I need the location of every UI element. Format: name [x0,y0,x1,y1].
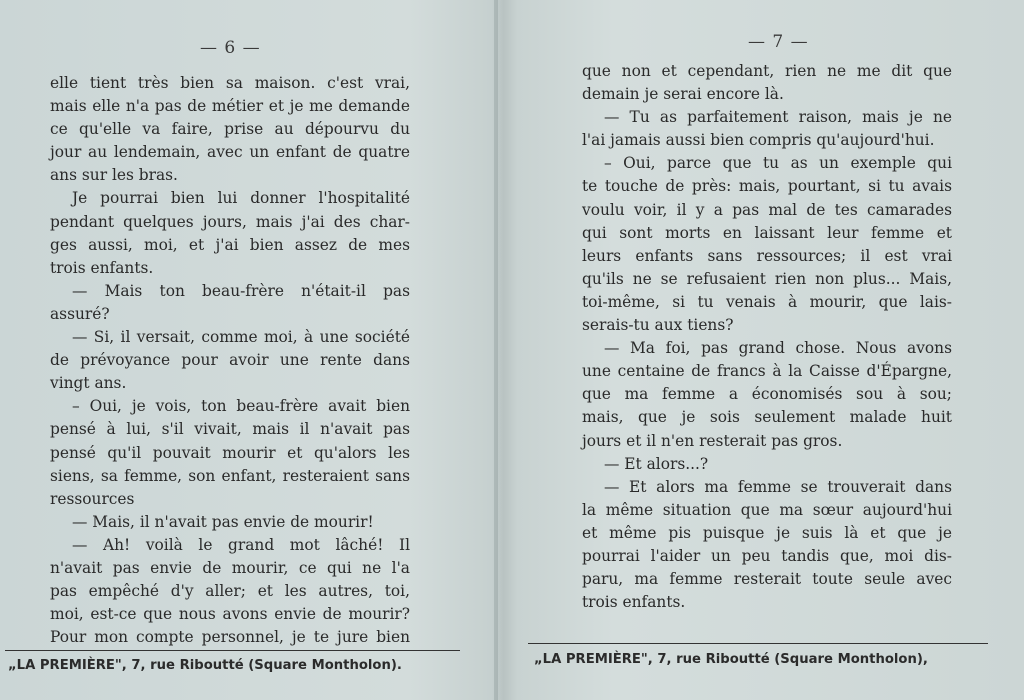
text-line: pendant quelques jours, mais j'ai des char- [50,212,410,231]
text-line: qui sont morts en laissant leur femme et [582,223,952,242]
text-line: jour au lendemain, avec un enfant de quatre [50,143,410,162]
text-line: Pour mon compte personnel, je te jure bien [50,628,410,647]
text-line: demain je serai encore là. [582,85,784,104]
text-line: pas empêché d'y aller; et les autres, toi, [50,582,410,601]
text-line: paru, ma femme resterait toute seule avec [582,570,952,589]
text-line: la même situation que ma sœur aujourd'hui [582,500,952,519]
text-line: une centaine de francs à la Caisse d'Épargne, [582,362,952,381]
left-page [0,0,494,700]
text-line: trois enfants. [50,258,154,277]
footer-rule [5,650,460,651]
text-line: et même pis puisque je suis là et que je [582,523,952,542]
text-line: Je pourrai bien lui donner l'hospitalité [72,189,410,208]
text-line: de prévoyance pour avoir une rente dans [50,351,410,370]
page-number: — 6 — [200,38,261,58]
text-line: pensé qu'il pouvait mourir et qu'alors les [50,443,410,462]
right-page [498,0,1024,700]
text-line: — Tu as parfaitement raison, mais je ne [604,108,952,127]
text-line: mais, que je sois seulement malade huit [582,408,952,427]
text-line: ressources [50,489,135,508]
text-line: toi-même, si tu venais à mourir, que lais- [582,292,952,311]
text-line: — Et alors ma femme se trouverait dans [604,477,952,496]
text-line: que ma femme a économisés sou à sou; [582,385,952,404]
text-line: ce qu'elle va faire, prise au dépourvu du [50,120,410,139]
page-body-text [50,72,410,649]
text-line: — Si, il versait, comme moi, à une société [72,328,410,347]
text-line: — Mais, il n'avait pas envie de mourir! [72,512,374,531]
text-line: — Mais ton beau-frère n'était-il pas assuré? [50,281,410,323]
text-line: — Ma foi, pas grand chose. Nous avons [604,339,952,358]
page-number: — 7 — [748,32,809,52]
text-line: ans sur les bras. [50,166,178,185]
page-body-text [582,60,952,614]
text-line: leurs enfants sans ressources; il est vrai [582,246,952,265]
text-line: pensé à lui, s'il vivait, mais il n'avait pas [50,420,410,439]
text-line: trois enfants. [582,593,686,612]
text-line: vingt ans. [50,374,127,393]
text-line: te touche de près: mais, pourtant, si tu avais [582,177,952,196]
text-line: – Oui, parce que tu as un exemple qui [604,154,952,173]
page-footer: „LA PREMIÈRE", 7, rue Riboutté (Square Montholon), [534,652,928,667]
text-line: jours et il n'en resterait pas gros. [582,431,843,450]
page-footer: „LA PREMIÈRE", 7, rue Riboutté (Square Montholon). [8,658,402,673]
text-line: mais elle n'a pas de métier et je me demande [50,97,410,116]
text-line: pourrai l'aider un peu tandis que, moi dis- [582,546,952,565]
text-line: n'avait pas envie de mourir, ce qui ne l'a [50,558,410,577]
text-line: l'ai jamais aussi bien compris qu'aujourd'hui. [582,131,935,150]
text-line: — Et alors...? [604,454,709,473]
text-line: voulu voir, il y a pas mal de tes camarades [582,200,952,219]
text-line: ges aussi, moi, et j'ai bien assez de mes [50,235,410,254]
footer-rule [528,643,988,644]
text-line: siens, sa femme, son enfant, resteraient sans [50,466,410,485]
text-line: qu'ils ne se refusaient rien non plus... Mais, [582,269,952,288]
text-line: serais-tu aux tiens? [582,316,734,335]
text-line: – Oui, je vois, ton beau-frère avait bien [72,397,410,416]
text-line: elle tient très bien sa maison. c'est vrai, [50,74,410,92]
text-line: moi, est-ce que nous avons envie de mourir? [50,605,410,624]
text-line: — Ah! voilà le grand mot lâché! Il [72,535,410,554]
text-line: que non et cependant, rien ne me dit que [582,62,952,80]
